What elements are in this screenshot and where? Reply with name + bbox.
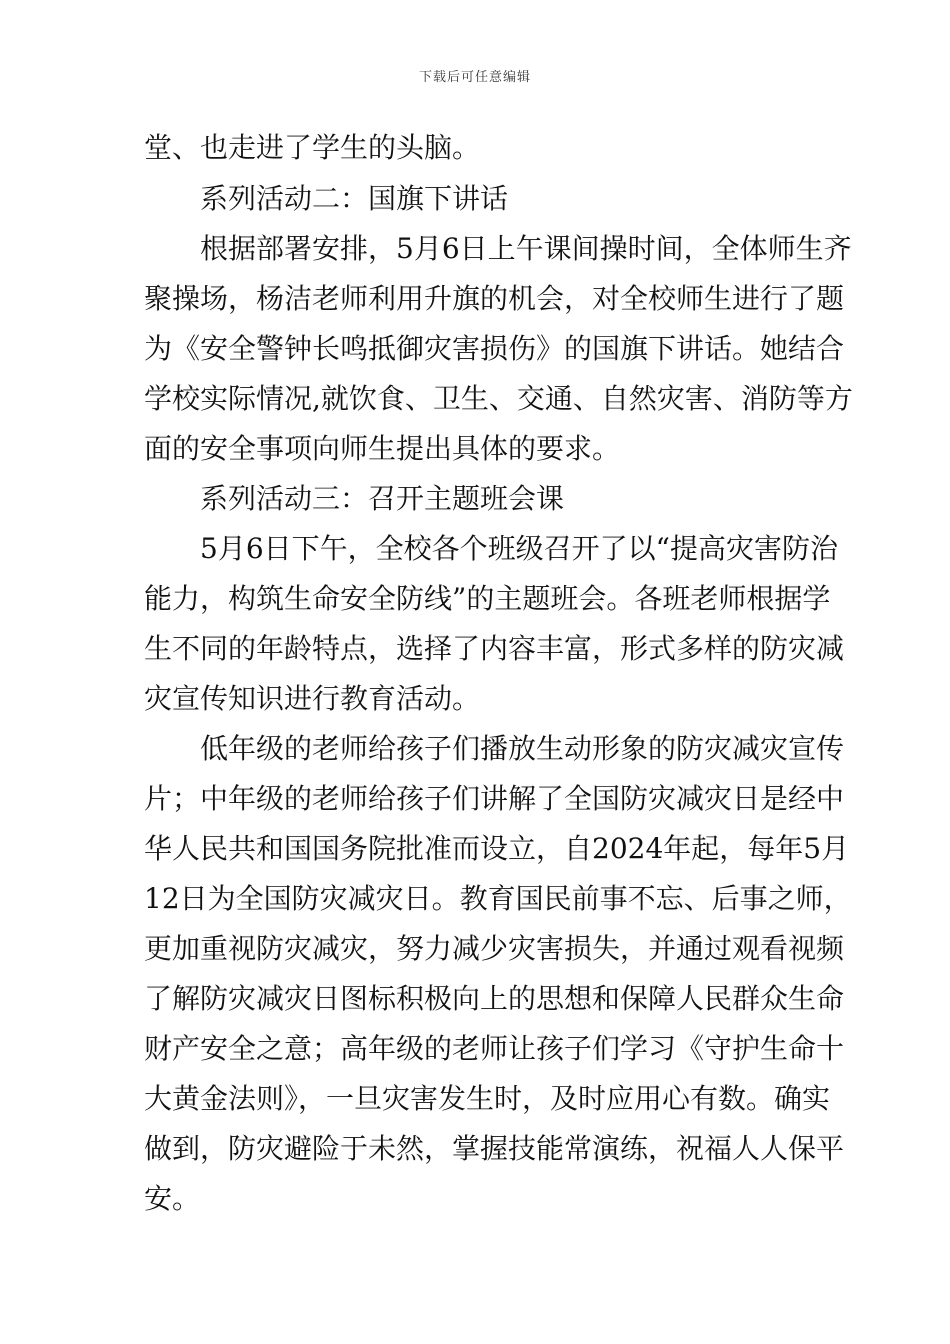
- page-header: 下载后可任意编辑: [418, 70, 531, 85]
- text-line-15: 华人民共和国国务院批准而设立，自2024年起，每年5月: [144, 832, 850, 865]
- text-line-16: 12日为全国防灾减灾日。教育国民前事不忘、后事之师，: [144, 882, 852, 915]
- text-line-4: 聚操场，杨洁老师利用升旗的机会，对全校师生进行了题: [144, 282, 845, 315]
- text-line-19: 财产安全之意；高年级的老师让孩子们学习《守护生命十: [144, 1032, 845, 1065]
- text-line-13: 低年级的老师给孩子们播放生动形象的防灾减灾宣传: [144, 732, 845, 765]
- text-line-7: 面的安全事项向师生提出具体的要求。: [144, 432, 621, 465]
- text-line-20: 大黄金法则》，一旦灾害发生时，及时应用心有数。确实: [144, 1082, 831, 1115]
- text-line-21: 做到，防灾避险于未然，掌握技能常演练，祝福人人保平: [144, 1132, 845, 1165]
- text-line-18: 了解防灾减灾日图标积极向上的思想和保障人民群众生命: [144, 982, 845, 1015]
- text-line-3: 根据部署安排，5月6日上午课间操时间，全体师生齐: [144, 232, 852, 265]
- text-line-5: 为《安全警钟长鸣抵御灾害损伤》的国旗下讲话。她结合: [144, 332, 845, 365]
- text-line-17: 更加重视防灾减灾，努力减少灾害损失，并通过观看视频: [144, 932, 845, 965]
- text-line-12: 灾宣传知识进行教育活动。: [144, 682, 481, 715]
- section-heading-3: 系列活动三：召开主题班会课: [144, 482, 565, 515]
- text-line-6: 学校实际情况,就饮食、卫生、交通、自然灾害、消防等方: [144, 382, 853, 415]
- text-line-1: 堂、也走进了学生的头脑。: [144, 131, 481, 164]
- text-line-22: 安。: [144, 1182, 201, 1215]
- text-line-9: 5月6日下午，全校各个班级召开了以“提高灾害防治: [144, 532, 838, 565]
- text-line-11: 生不同的年龄特点，选择了内容丰富，形式多样的防灾减: [144, 632, 845, 665]
- section-heading-2: 系列活动二：国旗下讲话: [144, 182, 509, 215]
- text-line-10: 能力，构筑生命安全防线”的主题班会。各班老师根据学: [144, 582, 831, 615]
- text-line-14: 片；中年级的老师给孩子们讲解了全国防灾减灾日是经中: [144, 782, 845, 815]
